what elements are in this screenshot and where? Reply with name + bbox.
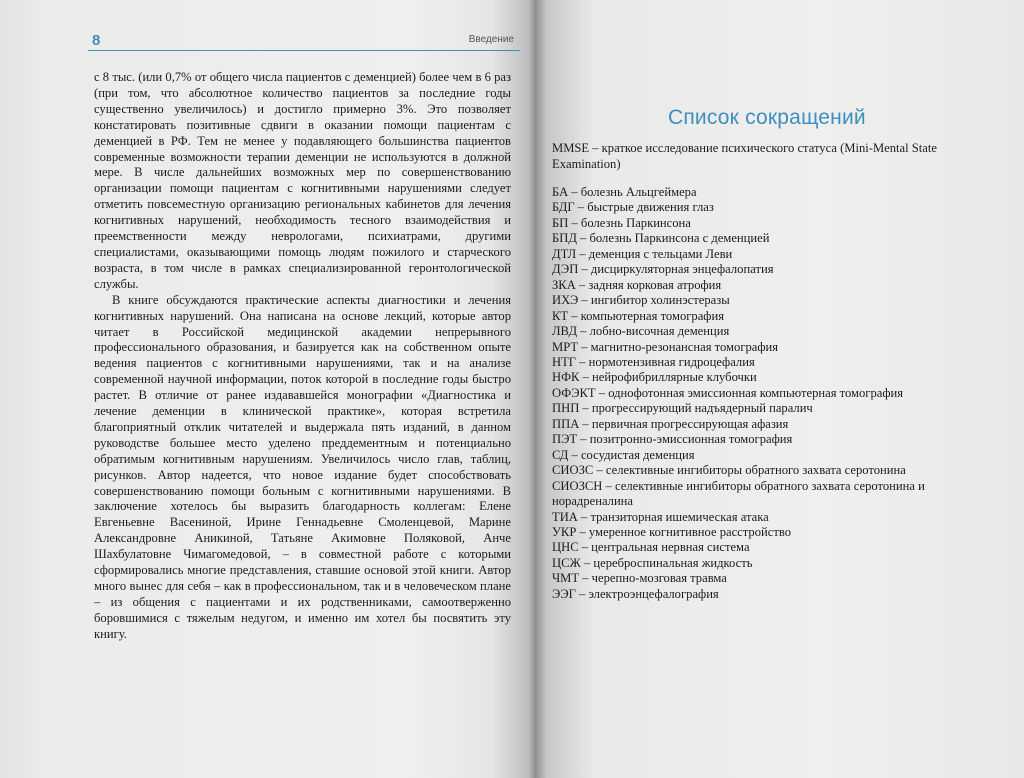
abbreviation-item: ДЭП – дисциркуляторная энцефалопатия — [552, 262, 774, 277]
abbreviation-item: ТИА – транзиторная ишемическая атака — [552, 509, 769, 524]
abbreviation-item: ОФЭКТ – однофотонная эмиссионная компьютерная томография — [552, 385, 904, 400]
abbreviation-item: ЦНС – центральная нервная система — [552, 540, 750, 555]
abbreviation-item: МРТ – магнитно-резонансная томография — [552, 339, 779, 354]
abbreviation-list — [552, 185, 992, 602]
paragraph: с 8 тыс. (или 0,7% от общего числа пациентов с деменцией) более чем в 6 раз (при том, что абсолютное количество пациентов за последние годы существенно увеличилось) и достигло примерно 3%. Это позволяет констатировать позитивные сдвиги в оказании помощи пациентам с деменцией в РФ. Тем не менее у подавляющего большинства пациентов современные возможности терапии деменции не используются в должной мере. В числе дальнейших возможных мер по совершенствованию организации помощи пациентам с когнитивными нарушениями следует отметить повсеместную организацию региональных кабинетов для лечения когнитивных нарушений, необходимость тесного взаимодействия и преемственности между неврологами, психиатрами, другими специалистами, оказывающими помощь людям пожилого и старческого возраста, в том числе в рамках специализированной геронтологической службы. — [94, 70, 511, 291]
abbreviation-item: ИХЭ – ингибитор холинэстеразы — [552, 293, 730, 308]
abbreviation-item: ППА – первичная прогрессирующая афазия — [552, 416, 789, 431]
abbreviation-item: БПД – болезнь Паркинсона с деменцией — [552, 231, 770, 246]
right-page — [536, 0, 1024, 778]
abbreviation-item: ЗКА – задняя корковая атрофия — [552, 277, 722, 292]
abbreviation-intro: MMSE – краткое исследование психического статуса (Mini-Mental State Examination) — [552, 141, 937, 171]
abbreviation-item: ЛВД – лобно-височная деменция — [552, 324, 730, 339]
paragraph: В книге обсуждаются практические аспекты диагностики и лечения когнитивных нарушений. Она написана на основе лекций, которые автор читает в Российской медицинской академии непрерывного профессионального образования, и базируется как на собственном опыте ведения пациентов с когнитивными нарушениями, так и на анализе современной научной информации, поток которой в последние годы быстро растет. В отличие от ранее издававшейся монографии «Диагностика и лечение деменции в клинической практике», которая встретила благоприятный отклик читателей и выдержала пять изданий, в данном руководстве большее место уделено преддементным и потенциально обратимым когнитивным нарушениям. Увеличилось число глав, таблиц, рисунков. Автор надеется, что новое издание будет способствовать совершенствованию помощи больным с когнитивными нарушениями. В заключение хотелось бы выразить благодарность коллегам: Елене Евгеньевне Васениной, Ирине Геннадьевне Смоленцевой, Марине Александровне Аникиной, Татьяне Акимовне Поляковой, Анче Шахбулатовне Чимагомедовой, – в совместной работе с которыми сформировались многие представления, ставшие основой этой книги. Автор много вынес для себя – как в профессиональном, так и в человеческом плане – из общения с пациентами и их родственниками, самоотверженно боровшимися с тяжелым недугом, и именно им хотел бы посвятить эту книгу. — [94, 292, 511, 641]
body-text — [94, 70, 511, 643]
abbreviation-item: ПЭТ – позитронно-эмиссионная томография — [552, 432, 793, 447]
abbreviation-item: ЧМТ – черепно-мозговая травма — [552, 571, 727, 586]
page-number: 8 — [92, 32, 101, 49]
abbreviation-item: БП – болезнь Паркинсона — [552, 215, 691, 230]
abbreviation-item: СД – сосудистая деменция — [552, 447, 695, 462]
abbreviation-item: ЭЭГ – электроэнцефалография — [552, 586, 719, 601]
abbreviation-item: БДГ – быстрые движения глаз — [552, 200, 714, 215]
abbreviation-item: НФК – нейрофибриллярные клубочки — [552, 370, 757, 385]
header-rule — [88, 50, 520, 51]
abbreviation-item: СИОЗС – селективные ингибиторы обратного захвата серотонина — [552, 463, 906, 478]
section-title: Список сокращений — [668, 106, 866, 129]
abbreviation-item: ЦСЖ – цереброспинальная жидкость — [552, 555, 753, 570]
abbreviation-item: ДТЛ – деменция с тельцами Леви — [552, 246, 733, 261]
abbreviation-item: БА – болезнь Альцгеймера — [552, 185, 697, 199]
abbreviation-item: НТГ – нормотензивная гидроцефалия — [552, 354, 755, 369]
abbreviation-item: УКР – умеренное когнитивное расстройство — [552, 524, 792, 539]
abbreviation-item: ПНП – прогрессирующий надъядерный паралич — [552, 401, 813, 416]
abbreviation-item: КТ – компьютерная томография — [552, 308, 724, 323]
abbreviation-item: СИОЗСН – селективные ингибиторы обратного захвата серотонина и норадреналина — [552, 478, 925, 509]
running-head: Введение — [468, 34, 514, 45]
